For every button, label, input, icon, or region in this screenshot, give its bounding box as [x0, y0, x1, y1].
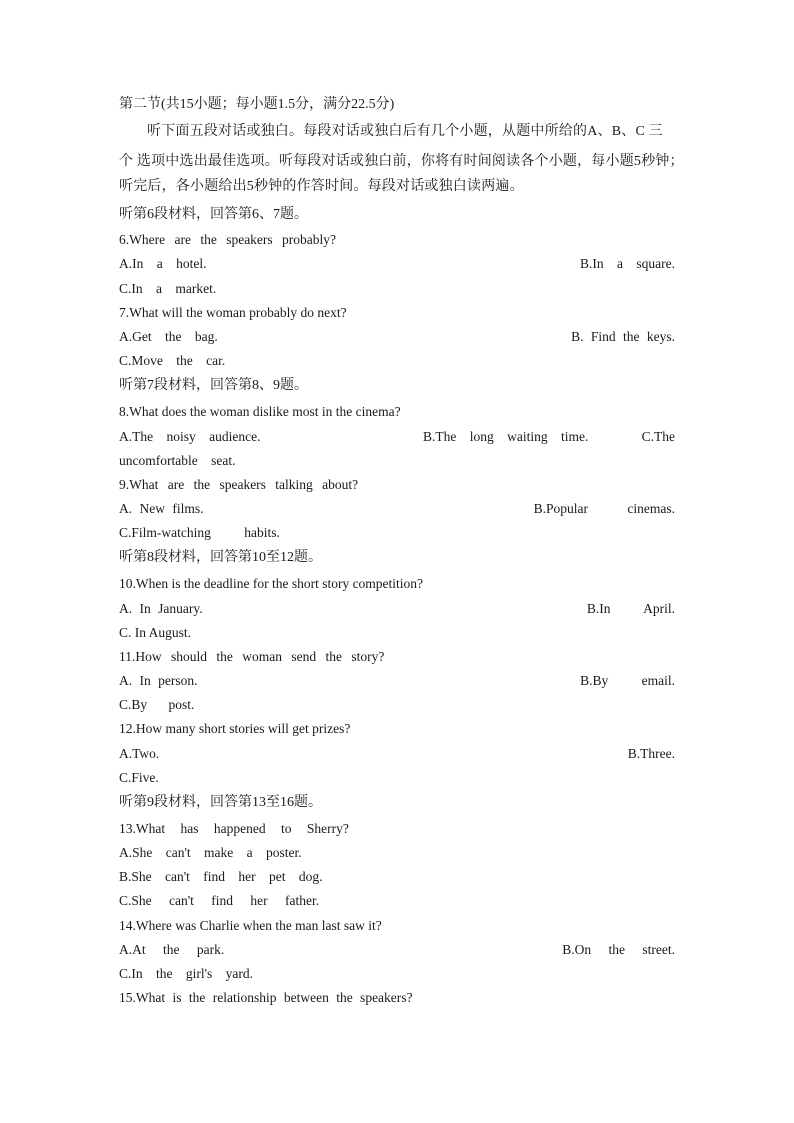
option-b: B.She can't find her pet dog. — [119, 869, 323, 884]
instruction-line-2: 个 选项中选出最佳选项。听每段对话或独白前，你将有时间阅读各个小题，每小题5秒钟； — [119, 154, 684, 169]
question-7-options-ab — [119, 327, 675, 347]
instruction-line-3: 听完后，各小题给出5秒钟的作答时间。每段对话或独白读两遍。 — [119, 179, 524, 194]
question-11-options-ab — [119, 671, 675, 691]
instruction-line-1: 听下面五段对话或独白。每段对话或独白后有几个小题，从题中所给的A、B、C 三 — [147, 124, 663, 139]
option-b: B.In April. — [586, 601, 675, 616]
question-6-stem: 6.Where are the speakers probably? — [119, 232, 337, 247]
option-a: A.She can't make a poster. — [119, 845, 302, 860]
question-14-stem: 14.Where was Charlie when the man last saw it? — [119, 918, 382, 933]
option-b: B.The long waiting time. — [423, 429, 589, 444]
option-a: A.Get the bag. — [119, 329, 218, 344]
question-14-options-ab — [119, 940, 675, 960]
section-header: 第二节(共15小题；每小题1.5分，满分22.5分) — [119, 97, 395, 112]
group-heading-6: 听第6段材料，回答第6、7题。 — [119, 207, 308, 222]
question-8-stem: 8.What does the woman dislike most in the cinema? — [119, 404, 401, 419]
option-c: C.Film-watching habits. — [119, 525, 280, 540]
option-c: C.Five. — [119, 770, 159, 785]
question-10-options-ab — [119, 599, 675, 619]
option-c: C. In August. — [119, 625, 192, 640]
group-heading-9: 听第9段材料，回答第13至16题。 — [119, 795, 322, 810]
option-b: B.In a square. — [580, 256, 675, 271]
question-13-stem: 13.What has happened to Sherry? — [119, 821, 349, 836]
group-heading-7: 听第7段材料，回答第8、9题。 — [119, 378, 308, 393]
option-a: A.At the park. — [119, 942, 225, 957]
option-c: C.She can't find her father. — [119, 893, 320, 908]
option-c: C.The — [641, 429, 675, 444]
question-7-stem: 7.What will the woman probably do next? — [119, 305, 347, 320]
option-a: A. In January. — [119, 601, 203, 616]
question-10-stem: 10.When is the deadline for the short story competition? — [119, 576, 424, 591]
question-12-stem: 12.How many short stories will get prizes? — [119, 721, 351, 736]
option-a: A.The noisy audience. — [119, 429, 261, 444]
option-a: A.In a hotel. — [119, 256, 207, 271]
group-heading-8: 听第8段材料，回答第10至12题。 — [119, 550, 322, 565]
option-b: B.Popular cinemas. — [533, 501, 675, 516]
question-12-options-ab — [119, 744, 675, 764]
option-c: C.In a market. — [119, 281, 217, 296]
option-c: C.By post. — [119, 697, 195, 712]
question-11-stem: 11.How should the woman send the story? — [119, 649, 385, 664]
option-a: A.Two. — [119, 746, 160, 761]
option-c: C.Move the car. — [119, 353, 226, 368]
question-9-stem: 9.What are the speakers talking about? — [119, 477, 359, 492]
option-b: B.Three. — [627, 746, 675, 761]
option-a: A. In person. — [119, 673, 198, 688]
option-a: A. New films. — [119, 501, 204, 516]
option-b: B.On the street. — [562, 942, 675, 957]
option-b: B.By email. — [580, 673, 675, 688]
question-15-stem: 15.What is the relationship between the speakers? — [119, 990, 413, 1005]
option-c-continued: uncomfortable seat. — [119, 453, 236, 468]
option-c: C.In the girl's yard. — [119, 966, 254, 981]
question-6-options-ab — [119, 254, 675, 274]
question-9-options-ab — [119, 499, 675, 519]
option-b: B. Find the keys. — [571, 329, 675, 344]
